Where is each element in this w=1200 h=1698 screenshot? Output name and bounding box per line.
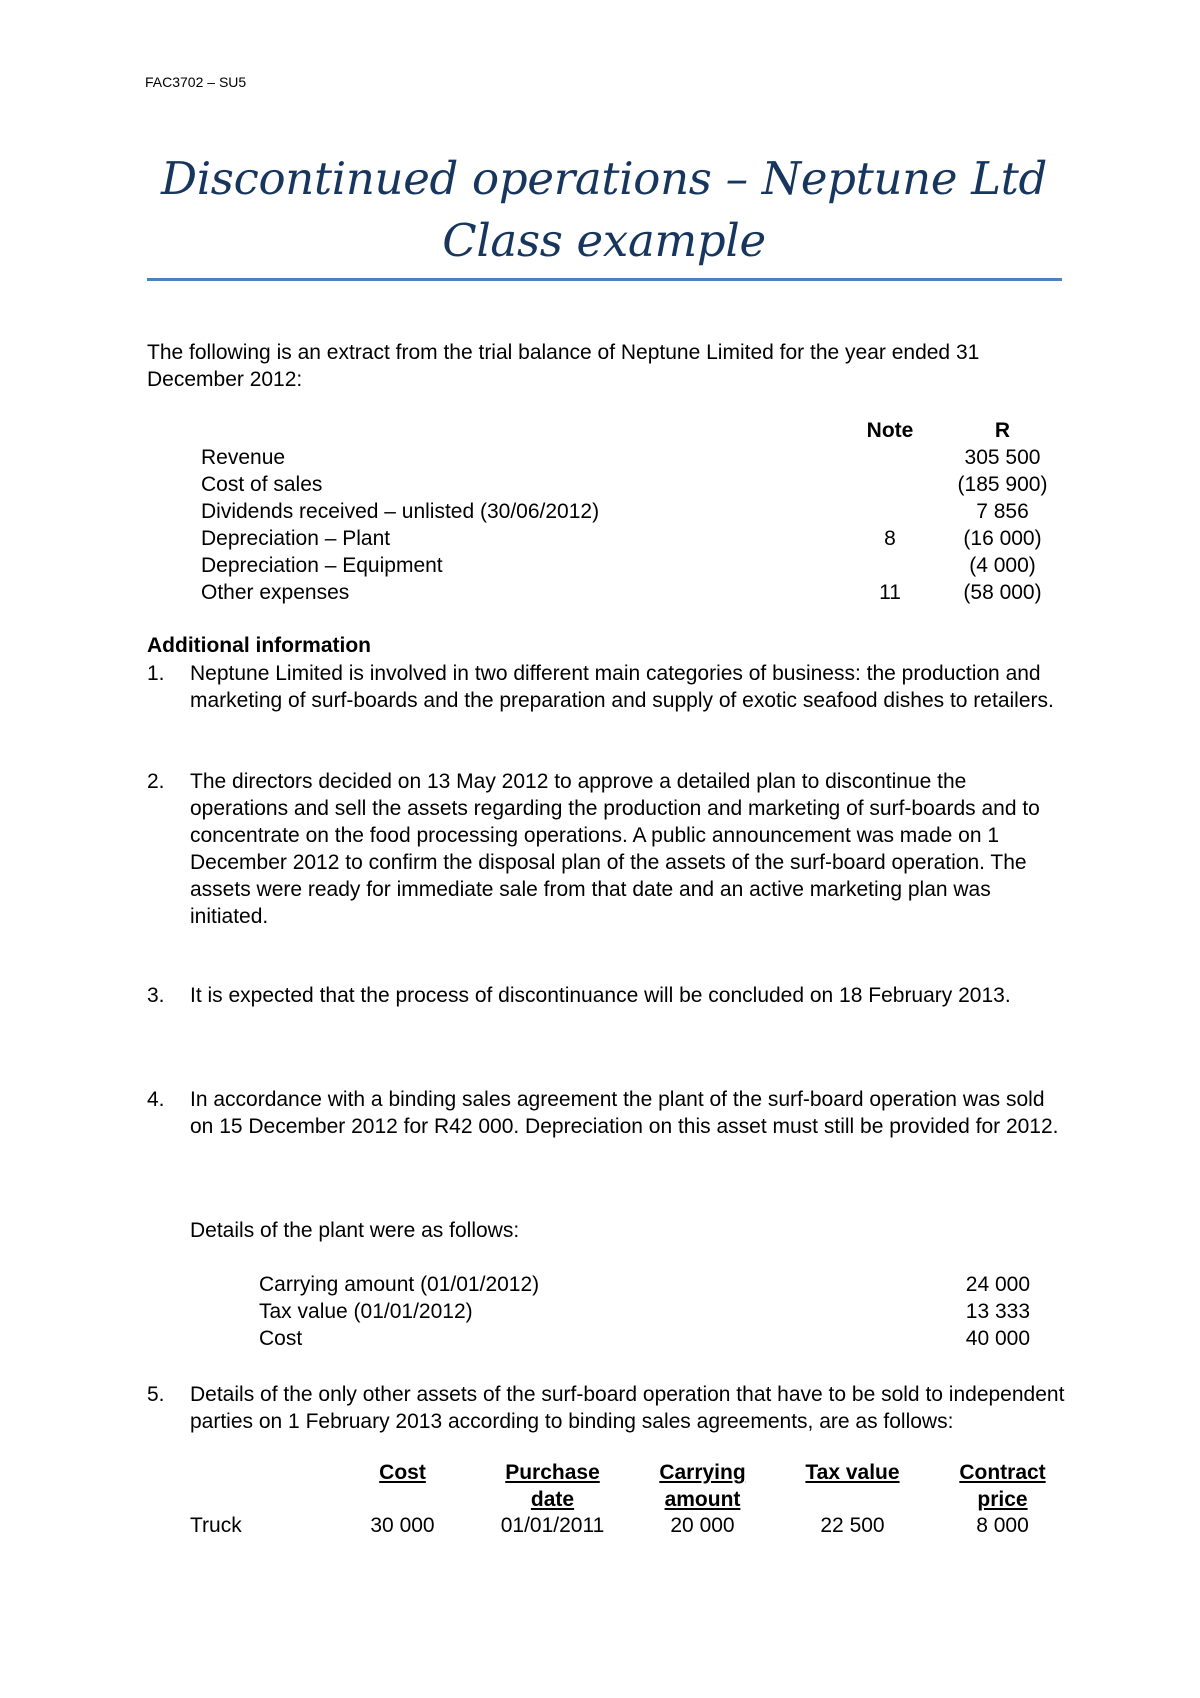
additional-info-heading: Additional information bbox=[147, 634, 371, 657]
header-line: date bbox=[530, 1488, 575, 1511]
row-amount: (4 000) bbox=[969, 554, 1036, 577]
column-header bbox=[635, 1459, 770, 1513]
row-value: 24 000 bbox=[965, 1273, 1030, 1296]
item-text: Details of the only other assets of the surf-board operation that have to be sold to independent parties on 1 February 2013 according to binding sales agreements, are as follows: bbox=[190, 1383, 1065, 1433]
item-number: 4. bbox=[147, 1088, 165, 1111]
row-value: 13 333 bbox=[965, 1300, 1030, 1323]
row-note: 11 bbox=[879, 581, 901, 604]
column-header bbox=[935, 1459, 1070, 1513]
table-row bbox=[0, 473, 1200, 500]
row-label: Other expenses bbox=[201, 581, 350, 604]
column-header bbox=[780, 1459, 925, 1486]
table-row bbox=[0, 1327, 1200, 1354]
row-amount: (16 000) bbox=[963, 527, 1042, 550]
item-number: 5. bbox=[147, 1383, 165, 1406]
row-label: Dividends received – unlisted (30/06/2012) bbox=[201, 500, 600, 523]
table-row bbox=[0, 446, 1200, 473]
table-row bbox=[0, 1300, 1200, 1327]
page-header-code: FAC3702 – SU5 bbox=[145, 74, 247, 90]
header-line: amount bbox=[664, 1488, 741, 1511]
plant-details-intro: Details of the plant were as follows: bbox=[190, 1219, 520, 1242]
table-row bbox=[0, 554, 1200, 581]
amount-column-header: R bbox=[994, 419, 1011, 442]
header-line: Contract bbox=[959, 1461, 1046, 1484]
row-amount: (58 000) bbox=[963, 581, 1042, 604]
page-title bbox=[145, 148, 1063, 272]
row-label: Carrying amount (01/01/2012) bbox=[259, 1273, 540, 1296]
title-line-1: Discontinued operations – Neptune Ltd bbox=[160, 152, 1048, 205]
row-amount: 305 500 bbox=[964, 446, 1041, 469]
table-row bbox=[0, 1273, 1200, 1300]
table-row bbox=[0, 527, 1200, 554]
row-value: 40 000 bbox=[965, 1327, 1030, 1350]
item-number: 1. bbox=[147, 662, 165, 685]
table-row bbox=[0, 581, 1200, 608]
column-header bbox=[480, 1459, 625, 1513]
item-text: In accordance with a binding sales agreement the plant of the surf-board operation was sold on 15 December 2012 for R42 000. Depreciation on this asset must still be provided for 2012. bbox=[190, 1088, 1059, 1138]
row-amount: (185 900) bbox=[957, 473, 1048, 496]
item-text: It is expected that the process of discontinuance will be concluded on 18 February 2013. bbox=[190, 984, 1011, 1007]
row-label: Depreciation – Equipment bbox=[201, 554, 443, 577]
item-number: 2. bbox=[147, 770, 165, 793]
row-label: Depreciation – Plant bbox=[201, 527, 391, 550]
table-cell: 20 000 bbox=[670, 1514, 735, 1537]
item-text: Neptune Limited is involved in two different main categories of business: the production and marketing of surf-boards and the preparation and supply of exotic seafood dishes to retailers. bbox=[190, 662, 1054, 712]
table-cell: 01/01/2011 bbox=[500, 1514, 605, 1537]
title-line-2: Class example bbox=[442, 214, 766, 267]
table-cell: 30 000 bbox=[370, 1514, 435, 1537]
header-line: Tax value bbox=[805, 1461, 900, 1484]
note-column-header: Note bbox=[866, 419, 914, 442]
row-note: 8 bbox=[884, 527, 896, 550]
row-label: Tax value (01/01/2012) bbox=[259, 1300, 473, 1323]
header-line: Carrying bbox=[659, 1461, 746, 1484]
table-cell: 22 500 bbox=[820, 1514, 885, 1537]
header-line: Cost bbox=[379, 1461, 426, 1484]
title-divider bbox=[147, 278, 1062, 281]
table-row bbox=[0, 500, 1200, 527]
row-label: Cost bbox=[259, 1327, 303, 1350]
row-label: Revenue bbox=[201, 446, 286, 469]
header-line: Purchase bbox=[505, 1461, 600, 1484]
item-text: The directors decided on 13 May 2012 to approve a detailed plan to discontinue the operations and sell the assets regarding the production and marketing of surf-boards and to concentrate on the food processing operations. A public announcement was made on 1 December 2012 to confirm the disposal plan of the assets of the surf-board operation. The assets were ready for immediate sale from that date and an active marketing plan was initiated. bbox=[190, 770, 1040, 928]
item-number: 3. bbox=[147, 984, 165, 1007]
row-label: Truck bbox=[190, 1514, 242, 1537]
header-line: price bbox=[977, 1488, 1028, 1511]
table-cell: 8 000 bbox=[976, 1514, 1029, 1537]
column-header bbox=[340, 1459, 465, 1486]
row-label: Cost of sales bbox=[201, 473, 323, 496]
intro-paragraph: The following is an extract from the trial balance of Neptune Limited for the year ended 31 December 2012: bbox=[147, 341, 980, 391]
row-amount: 7 856 bbox=[976, 500, 1029, 523]
